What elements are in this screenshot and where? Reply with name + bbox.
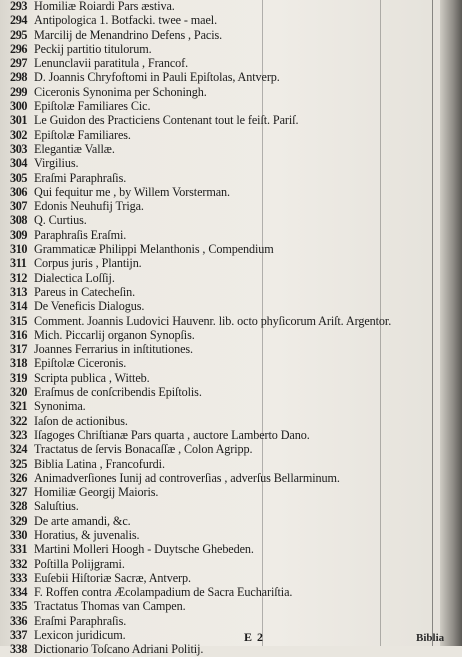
entry-number: 321 <box>10 399 28 414</box>
entry-title: D. Joannis Chryfoftomi in Pauli Epiſtolas, Antverp. <box>34 70 280 85</box>
entry-title: Joannes Ferrarius in inſtitutiones. <box>34 342 193 357</box>
list-item <box>10 13 462 27</box>
entry-title: Comment. Joannis Ludovici Hauvenr. lib. octo phyſicorum Ariſt. Argentor. <box>34 313 392 328</box>
list-item <box>10 128 462 142</box>
entry-title: Iaſon de actionibus. <box>34 413 128 428</box>
entry-number: 304 <box>10 156 28 171</box>
entry-title: Eraſmi Paraphraſis. <box>34 613 127 628</box>
entry-title: Iſagoges Chriſtianæ Pars quarta , auctore Lamberto Dano. <box>34 427 310 442</box>
list-item <box>10 599 462 613</box>
entry-number: 302 <box>10 127 28 142</box>
list-item <box>10 428 462 442</box>
entry-title: Lenunclavii paratitula , Francof. <box>34 56 189 71</box>
entry-title: Tractatus Thomas van Campen. <box>34 599 186 614</box>
entry-title: Dialectica Loſſij. <box>34 270 115 285</box>
entry-title: Paraphraſis Eraſmi. <box>34 227 127 242</box>
entry-title: Animadverſiones Iunij ad controverſias , adverſus Bellarminum. <box>34 470 340 485</box>
list-item <box>10 585 462 599</box>
list-item <box>10 414 462 428</box>
list-item <box>10 256 462 270</box>
entry-number: 301 <box>10 113 28 128</box>
list-item <box>10 228 462 242</box>
entry-number: 303 <box>10 141 28 156</box>
list-item <box>10 156 462 170</box>
entry-title: F. Roffen contra Æcolampadium de Sacra Euchariſtia. <box>34 585 293 600</box>
list-item <box>10 457 462 471</box>
list-item <box>10 42 462 56</box>
entry-number: 335 <box>10 599 28 614</box>
list-item <box>10 328 462 342</box>
entry-number: 325 <box>10 456 28 471</box>
entry-title: Mich. Piccarlij organon Synopſis. <box>34 327 195 342</box>
list-item <box>10 213 462 227</box>
entry-title: Homiliæ Roiardi Pars æstiva. <box>34 0 175 13</box>
entry-title: De Veneficis Dialogus. <box>34 299 145 314</box>
entry-title: Saluſtius. <box>34 499 79 514</box>
entry-number: 296 <box>10 41 28 56</box>
list-item <box>10 314 462 328</box>
signature-mark: E 2 <box>244 630 265 644</box>
entry-title: Eraſmus de conſcribendis Epiſtolis. <box>34 385 202 400</box>
list-item <box>10 385 462 399</box>
entry-title: Le Guidon des Practiciens Contenant tout le feiſt. Pariſ. <box>34 113 299 128</box>
entry-number: 317 <box>10 342 28 357</box>
list-item <box>10 371 462 385</box>
entry-number: 298 <box>10 70 28 85</box>
entry-number: 310 <box>10 242 28 257</box>
entry-number: 307 <box>10 199 28 214</box>
list-item <box>10 56 462 70</box>
entry-title: Tractatus de ſervis Bonacaſſæ , Colon Agripp. <box>34 442 253 457</box>
entry-number: 334 <box>10 585 28 600</box>
entry-number: 308 <box>10 213 28 228</box>
entry-title: Dictionario Toſcano Adriani Politij. <box>34 642 204 657</box>
entry-title: Virgilius. <box>34 156 79 171</box>
entry-number: 300 <box>10 99 28 114</box>
entry-title: Eraſmi Paraphraſis. <box>34 170 127 185</box>
entry-title: De arte amandi, &c. <box>34 513 131 528</box>
entry-number: 309 <box>10 227 28 242</box>
list-item <box>10 0 462 13</box>
entry-number: 324 <box>10 442 28 457</box>
list-item <box>10 28 462 42</box>
entry-title: Martini Molleri Hoogh - Duytsche Ghebeden. <box>34 542 254 557</box>
entry-title: Qui fequitur me , by Willem Vorsterman. <box>34 184 230 199</box>
entry-title: Horatius, & juvenalis. <box>34 527 140 542</box>
list-item <box>10 571 462 585</box>
list-item <box>10 342 462 356</box>
list-item <box>10 99 462 113</box>
entry-number: 319 <box>10 370 28 385</box>
entry-title: Epiſtolæ Familiares Cic. <box>34 99 151 114</box>
list-item <box>10 70 462 84</box>
list-item <box>10 557 462 571</box>
entry-title: Biblia Latina , Francofurdi. <box>34 456 165 471</box>
entry-number: 314 <box>10 299 28 314</box>
entry-number: 316 <box>10 327 28 342</box>
entry-number: 322 <box>10 413 28 428</box>
entry-title: Grammaticæ Philippi Melanthonis , Compendium <box>34 242 274 257</box>
list-item <box>10 285 462 299</box>
entry-title: Edonis Neuhufij Triga. <box>34 199 144 214</box>
list-item <box>10 113 462 127</box>
list-item <box>10 242 462 256</box>
entry-number: 318 <box>10 356 28 371</box>
list-item <box>10 142 462 156</box>
entry-number: 337 <box>10 628 28 643</box>
entry-title: Poſtilla Polijgrami. <box>34 556 125 571</box>
entry-title: Antipologica 1. Botfacki. twee - mael. <box>34 13 218 28</box>
list-item <box>10 514 462 528</box>
list-item <box>10 271 462 285</box>
entry-number: 326 <box>10 470 28 485</box>
list-item <box>10 485 462 499</box>
entry-title: Marcilij de Menandrino Defens , Pacis. <box>34 27 223 42</box>
list-item <box>10 628 462 642</box>
list-item <box>10 299 462 313</box>
list-item <box>10 471 462 485</box>
list-item <box>10 171 462 185</box>
entry-number: 333 <box>10 570 28 585</box>
entry-number: 332 <box>10 556 28 571</box>
list-item <box>10 528 462 542</box>
book-list <box>10 0 462 657</box>
list-item <box>10 399 462 413</box>
entry-number: 329 <box>10 513 28 528</box>
list-item <box>10 642 462 656</box>
list-item <box>10 199 462 213</box>
entry-number: 336 <box>10 613 28 628</box>
entry-title: Scripta publica , Witteb. <box>34 370 150 385</box>
entry-title: Corpus juris , Plantijn. <box>34 256 142 271</box>
list-item <box>10 185 462 199</box>
entry-number: 293 <box>10 0 28 13</box>
entry-title: Epiſtolæ Familiares. <box>34 127 131 142</box>
entry-number: 320 <box>10 385 28 400</box>
list-item <box>10 542 462 556</box>
entry-title: Q. Curtius. <box>34 213 87 228</box>
entry-number: 331 <box>10 542 28 557</box>
list-item <box>10 442 462 456</box>
entry-number: 305 <box>10 170 28 185</box>
catchword: Biblia <box>416 632 445 644</box>
entry-title: Euſebii Hiſtoriæ Sacræ, Antverp. <box>34 570 191 585</box>
entry-number: 330 <box>10 527 28 542</box>
entry-number: 338 <box>10 642 28 657</box>
entry-title: Synonima. <box>34 399 86 414</box>
entry-number: 327 <box>10 485 28 500</box>
entry-number: 312 <box>10 270 28 285</box>
entry-number: 315 <box>10 313 28 328</box>
entry-title: Elegantiæ Vallæ. <box>34 141 115 156</box>
entry-number: 311 <box>10 256 27 271</box>
entry-number: 294 <box>10 13 28 28</box>
entry-title: Peckij partitio titulorum. <box>34 41 152 56</box>
entry-number: 299 <box>10 84 28 99</box>
list-item <box>10 85 462 99</box>
entry-number: 328 <box>10 499 28 514</box>
entry-title: Pareus in Catecheſin. <box>34 284 136 299</box>
entry-number: 297 <box>10 56 28 71</box>
list-item <box>10 614 462 628</box>
entry-title: Homiliæ Georgij Maioris. <box>34 485 159 500</box>
entry-number: 306 <box>10 184 28 199</box>
entry-title: Ciceronis Synonima per Schoningh. <box>34 84 207 99</box>
entry-number: 313 <box>10 284 28 299</box>
entry-title: Epiſtolæ Ciceronis. <box>34 356 127 371</box>
entry-number: 323 <box>10 427 28 442</box>
entry-number: 295 <box>10 27 28 42</box>
list-item <box>10 356 462 370</box>
entry-title: Lexicon juridicum. <box>34 628 126 643</box>
list-item <box>10 499 462 513</box>
